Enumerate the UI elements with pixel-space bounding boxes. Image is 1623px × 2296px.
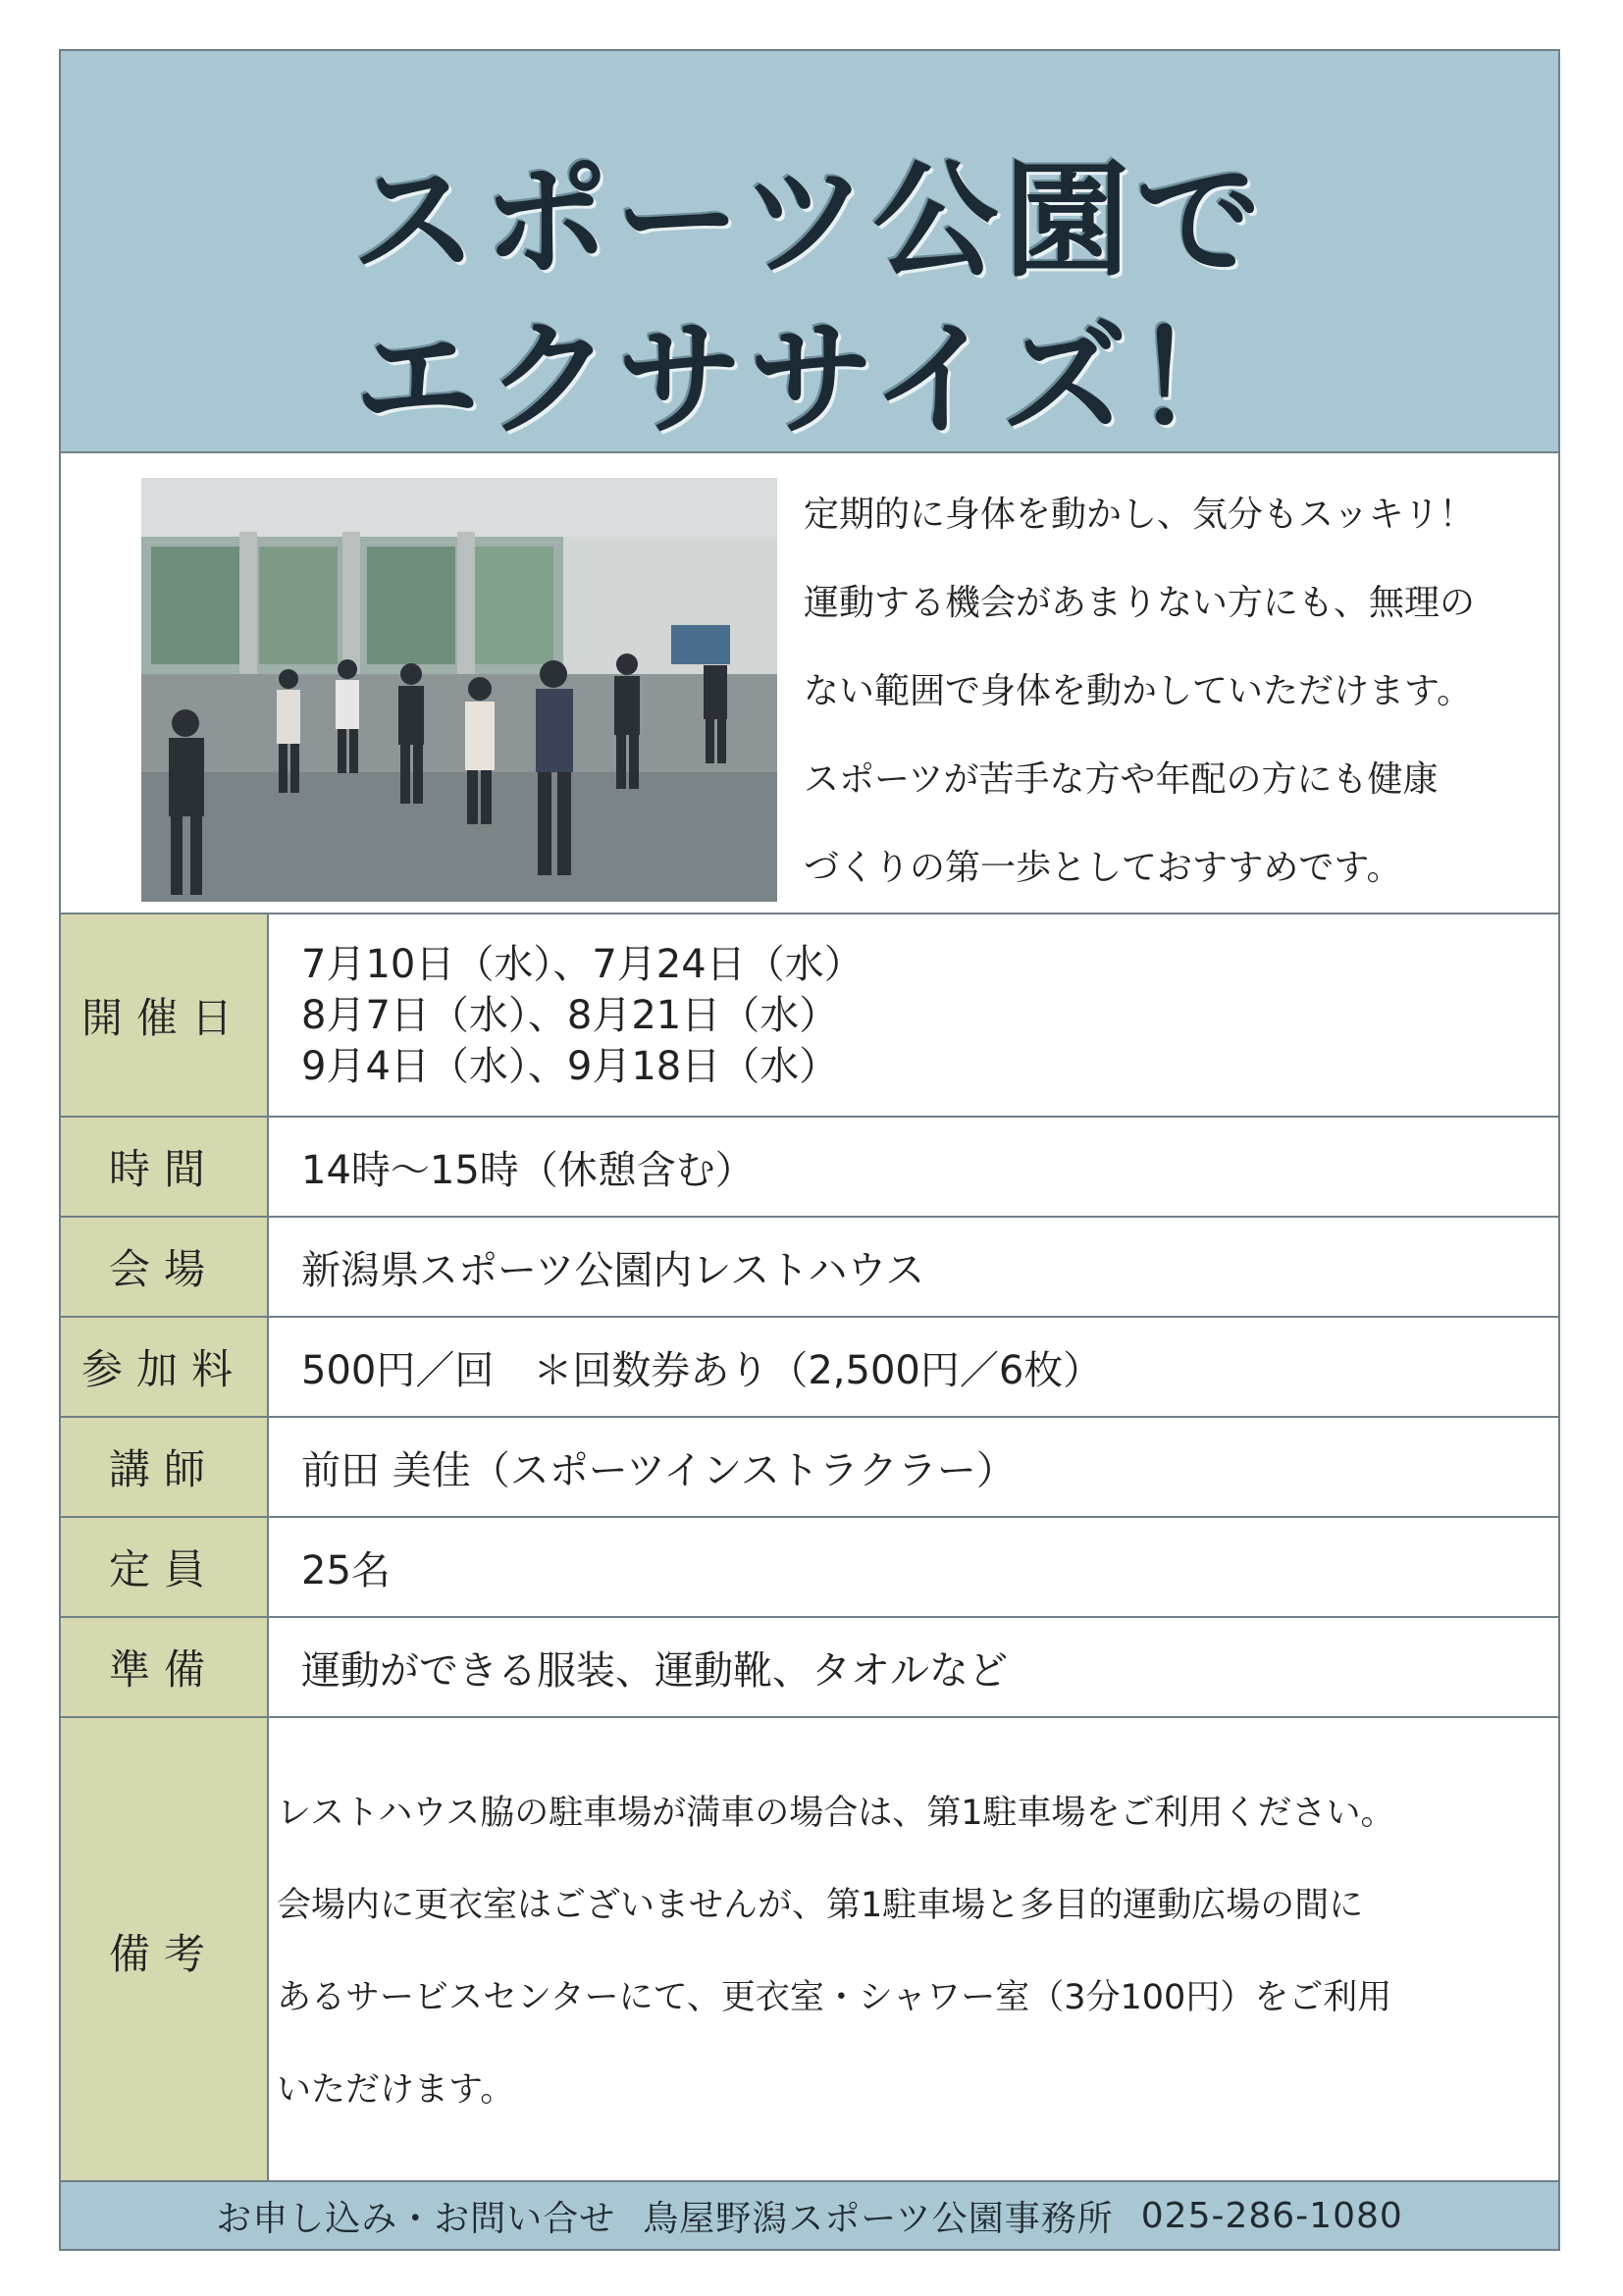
intro-line: ない範囲で身体を動かしていただけます。: [804, 671, 1473, 711]
intro-line: 運動する機会があまりない方にも、無理の: [804, 583, 1476, 623]
intro-line: 定期的に身体を動かし、気分もスッキリ！: [804, 495, 1475, 535]
date-line: 7月10日（水）、7月24日（水）: [301, 941, 864, 987]
row-dates: [61, 914, 1558, 1118]
value-dates: [301, 914, 1539, 1116]
label-venue: 会場: [61, 1218, 269, 1316]
date-line: 9月4日（水）、9月18日（水）: [301, 1043, 839, 1089]
label-time: 時間: [61, 1118, 269, 1216]
title-line-1: スポーツ公園で: [351, 148, 1268, 294]
note-line: 会場内に更衣室はございませんが、第1駐車場と多目的運動広場の間に: [277, 1885, 1364, 1925]
flyer-frame: [59, 49, 1560, 2251]
intro-line: スポーツが苦手な方や年配の方にも健康: [804, 759, 1439, 800]
row-preparation: [61, 1618, 1558, 1718]
title-banner: [61, 51, 1558, 453]
date-line: 8月7日（水）、8月21日（水）: [301, 992, 839, 1038]
row-notes: [61, 1718, 1558, 2186]
label-preparation: 準備: [61, 1618, 269, 1716]
value-capacity: 25名: [301, 1547, 391, 1593]
note-line: いただけます。: [277, 2069, 515, 2110]
value-preparation: 運動ができる服装、運動靴、タオルなど: [301, 1647, 1008, 1694]
value-time: 14時～15時（休憩含む）: [301, 1147, 755, 1193]
label-capacity: 定員: [61, 1518, 269, 1616]
label-fee: 参加料: [61, 1318, 269, 1416]
contact-label: お申し込み・お問い合せ: [216, 2198, 616, 2239]
intro-line: づくりの第一歩としておすすめです。: [804, 848, 1402, 888]
intro-text: [804, 471, 1549, 913]
note-line: レストハウス脇の駐車場が満車の場合は、第1駐車場をご利用ください。: [277, 1793, 1395, 1833]
row-fee: [61, 1318, 1558, 1418]
value-venue: 新潟県スポーツ公園内レストハウス: [301, 1247, 925, 1293]
phone-number: 025-286-1080: [1140, 2195, 1403, 2236]
row-capacity: [61, 1518, 1558, 1618]
label-instructor: 講師: [61, 1418, 269, 1516]
value-instructor: 前田 美佳（スポーツインストラクラー）: [301, 1447, 1016, 1493]
label-dates: 開催日: [61, 914, 269, 1116]
title-line-2: エクササイズ！: [354, 307, 1265, 453]
photo-illustration: [141, 478, 777, 902]
value-fee: 500円／回 ＊回数券あり（2,500円／6枚）: [301, 1347, 1103, 1393]
row-instructor: [61, 1418, 1558, 1518]
value-notes: [277, 1718, 1539, 2184]
row-time: [61, 1118, 1558, 1218]
note-line: あるサービスセンターにて、更衣室・シャワー室（3分100円）をご利用: [277, 1977, 1392, 2017]
intro-section: [61, 453, 1558, 914]
office-name: 鳥屋野潟スポーツ公園事務所: [643, 2198, 1114, 2239]
row-venue: [61, 1218, 1558, 1318]
contact-footer: [61, 2180, 1558, 2249]
label-notes: 備考: [61, 1718, 269, 2184]
exercise-class-photo: [141, 478, 777, 902]
